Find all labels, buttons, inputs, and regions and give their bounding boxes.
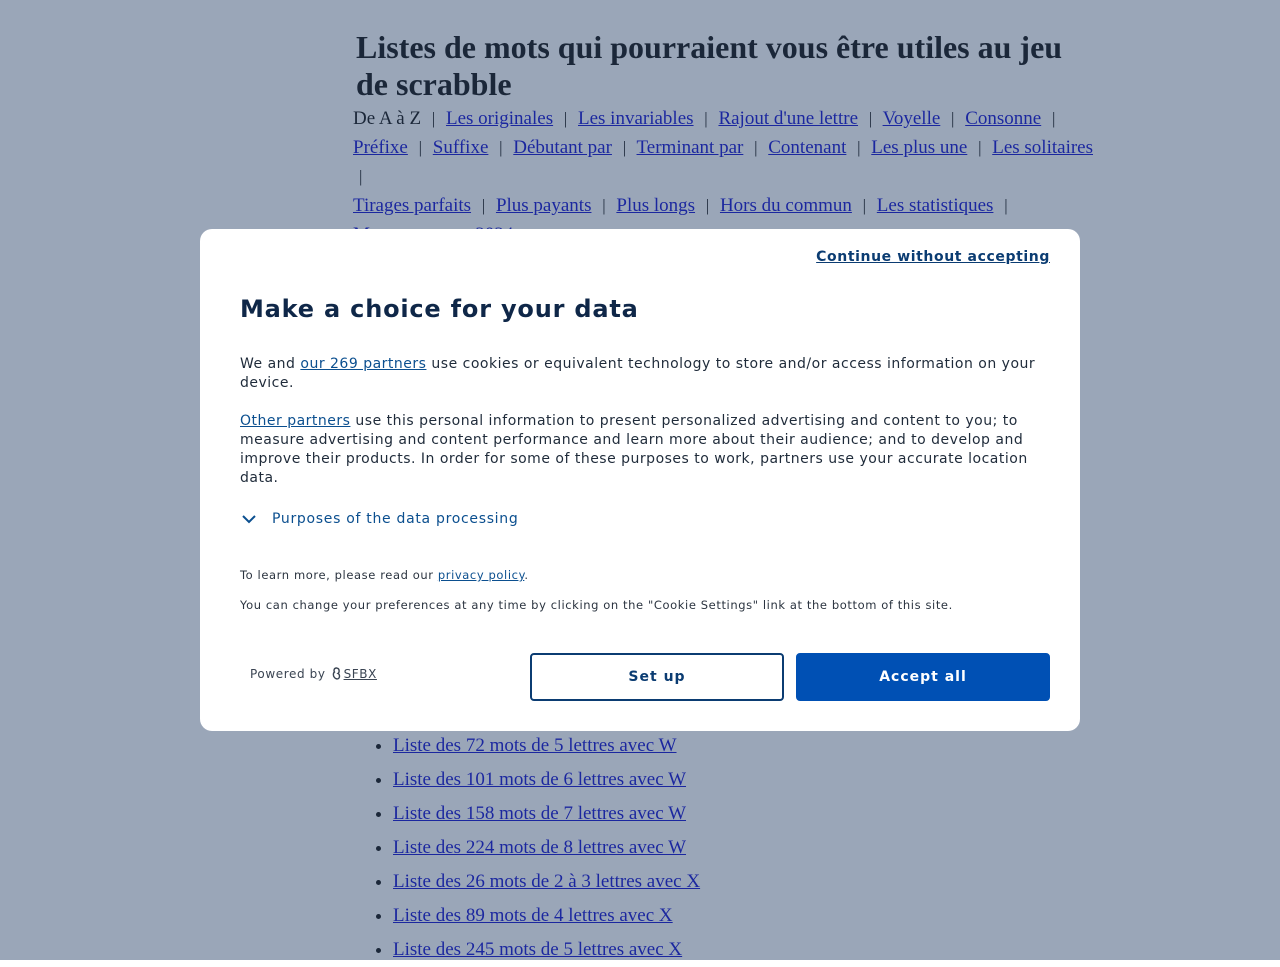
other-partners-link[interactable]: Other partners [240,413,351,429]
continue-without-accepting-link[interactable]: Continue without accepting [816,249,1050,265]
consent-title: Make a choice for your data [240,295,639,323]
accept-all-button[interactable]: Accept all [796,653,1050,701]
consent-dialog [200,229,1080,731]
powered-by-label: Powered by [250,667,326,681]
consent-text: We and [240,356,301,372]
powered-by [250,667,377,681]
consent-text: use cookies or equivalent technology to store and/or access information on your device. [240,356,1036,391]
consent-text: use this personal information to present personalized advertising and content to you; to measure advertising and content performance and learn more about their audience; and to develop and improve their products. In order for some of these purposes to work, partners use your accurate location data. [240,413,1028,486]
set-up-button[interactable]: Set up [530,653,784,701]
privacy-text: . [524,568,529,582]
privacy-text: To learn more, please read our [240,568,438,582]
consent-paragraph-partners [240,355,1052,393]
consent-paragraph-other-partners [240,412,1052,488]
purposes-toggle[interactable] [240,511,518,527]
preferences-note: You can change your preferences at any time by clicking on the "Cookie Settings" link at the bottom of this site. [240,598,953,612]
sfbx-brand-link[interactable]: SFBX [343,667,377,681]
partners-link[interactable]: our 269 partners [300,356,427,372]
privacy-policy-link[interactable]: privacy policy [437,568,525,582]
sfbx-logo-icon [332,667,341,681]
purposes-label: Purposes of the data processing [272,511,519,527]
chevron-down-icon [240,513,258,525]
privacy-note [240,568,1052,582]
